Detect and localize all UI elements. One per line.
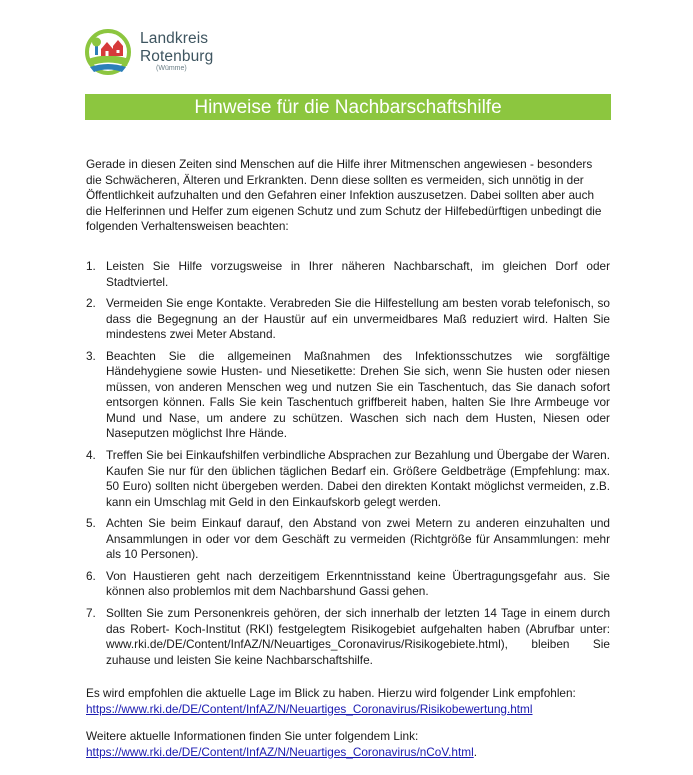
rule-item	[86, 448, 610, 510]
further-info-text: Weitere aktuelle Informationen finden Sie unter folgendem Link:	[86, 729, 419, 743]
rule-text: Treffen Sie bei Einkaufshilfen verbindliche Absprachen zur Bezahlung und Übergabe der Waren. Kaufen Sie nur für den üblichen täglichen Bedarf ein. Größere Geldbeträge (Empfehlung: max. 50 Euro) sollten nicht übergeben werden. Dabei den direkten Kontakt möglichst vermeiden, z.B. kann ein Umschlag mit Geld in den Einkaufskorb gelegt werden.	[106, 448, 610, 509]
rule-number: 7.	[86, 606, 96, 621]
rule-item	[86, 516, 610, 563]
title-banner: Hinweise für die Nachbarschaftshilfe	[85, 94, 611, 120]
recommendation-paragraph	[86, 686, 610, 717]
rule-number: 4.	[86, 448, 96, 463]
rule-item	[86, 569, 610, 600]
rule-text: Vermeiden Sie enge Kontakte. Verabreden Sie die Hilfestellung am besten vorab telefonisch, so dass die Begegnung an der Haustür auf ein unvermeidbares Maß reduziert wird. Halten Sie mindestens zwei Meter Abstand.	[106, 296, 610, 342]
rule-text: Leisten Sie Hilfe vorzugsweise in Ihrer näheren Nachbarschaft, im gleichen Dorf oder Stadtviertel.	[106, 259, 610, 289]
further-info-paragraph	[86, 729, 610, 760]
rule-number: 3.	[86, 348, 96, 363]
rki-risk-assessment-link[interactable]: https://www.rki.de/DE/Content/InfAZ/N/Neuartiges_Coronavirus/Risikobewertung.html	[86, 701, 533, 716]
rules-list	[86, 259, 610, 674]
rule-item	[86, 296, 610, 343]
logo-line-wuemme: (Wümme)	[156, 65, 187, 72]
recommendation-text: Es wird empfohlen die aktuelle Lage im Blick zu haben. Hierzu wird folgender Link empfohlen:	[86, 686, 576, 700]
logo-line-landkreis: Landkreis	[140, 30, 209, 47]
rule-number: 2.	[86, 296, 96, 311]
logo-line-rotenburg: Rotenburg	[140, 47, 214, 65]
further-info-period: .	[473, 744, 477, 759]
rule-text: Beachten Sie die allgemeinen Maßnahmen des Infektionsschutzes wie sorgfältige Händehygiene sowie Husten- und Niesetikette: Drehen Sie sich, wenn Sie husten oder niesen müssen, von anderen Menschen weg und nutzen Sie ein Taschentuch, das Sie danach sofort entsorgen können. Falls Sie kein Taschentuch griffbereit haben, halten Sie Ihre Armbeuge vor Mund und Nase, um andere zu schützen. Waschen sich nach dem Husten, Niesen oder Naseputzen möglichst Ihre Hände.	[106, 348, 610, 441]
rki-ncov-link[interactable]: https://www.rki.de/DE/Content/InfAZ/N/Neuartiges_Coronavirus/nCoV.html	[86, 744, 474, 759]
rule-number: 1.	[86, 259, 96, 273]
rule-item	[86, 349, 610, 442]
rule-text: Achten Sie beim Einkauf darauf, den Abstand von zwei Metern zu anderen einzuhalten und Ansammlungen in oder vor dem Geschäft zu vermeiden (Richtgröße für Ansammlungen: mehr als 10 Personen).	[106, 516, 610, 562]
rule-number: 5.	[86, 516, 96, 531]
rule-item	[86, 259, 610, 290]
rule-text: Von Haustieren geht nach derzeitigem Erkenntnisstand keine Übertragungsgefahr aus. Sie können also problemlos mit dem Nachbarshund Gassi gehen.	[106, 568, 610, 599]
rule-text: Sollten Sie zum Personenkreis gehören, der sich innerhalb der letzten 14 Tage in einem durch das Robert- Koch-Institut (RKI) festgelegtem Risikogebiet aufgehalten haben (Abrufbar unter: www.rki.de/DE/Content/InfAZ/N/Neuartiges_Coronavirus/Risikogebiete.html), bleiben Sie zuhause und leisten Sie keine Nachbarschaftshilfe.	[106, 606, 610, 667]
intro-paragraph: Gerade in diesen Zeiten sind Menschen auf die Hilfe ihrer Mitmenschen angewiesen - besonders die Schwächeren, Älteren und Erkrankten. Denn diese sollten es vermeiden, sich unnötig in der Öffentlichkeit aufzuhalten und den Gefahren einer Infektion auszusetzen. Dabei sollten aber auch die Helferinnen und Helfer zum eigenen Schutz und zum Schutz der Hilfebedürftigen unbedingt die folgenden Verhaltensweisen beachten:	[86, 157, 602, 233]
rule-item	[86, 606, 610, 668]
landkreis-logo	[84, 28, 234, 80]
rule-number: 6.	[86, 568, 96, 583]
landkreis-emblem-icon	[84, 28, 138, 76]
